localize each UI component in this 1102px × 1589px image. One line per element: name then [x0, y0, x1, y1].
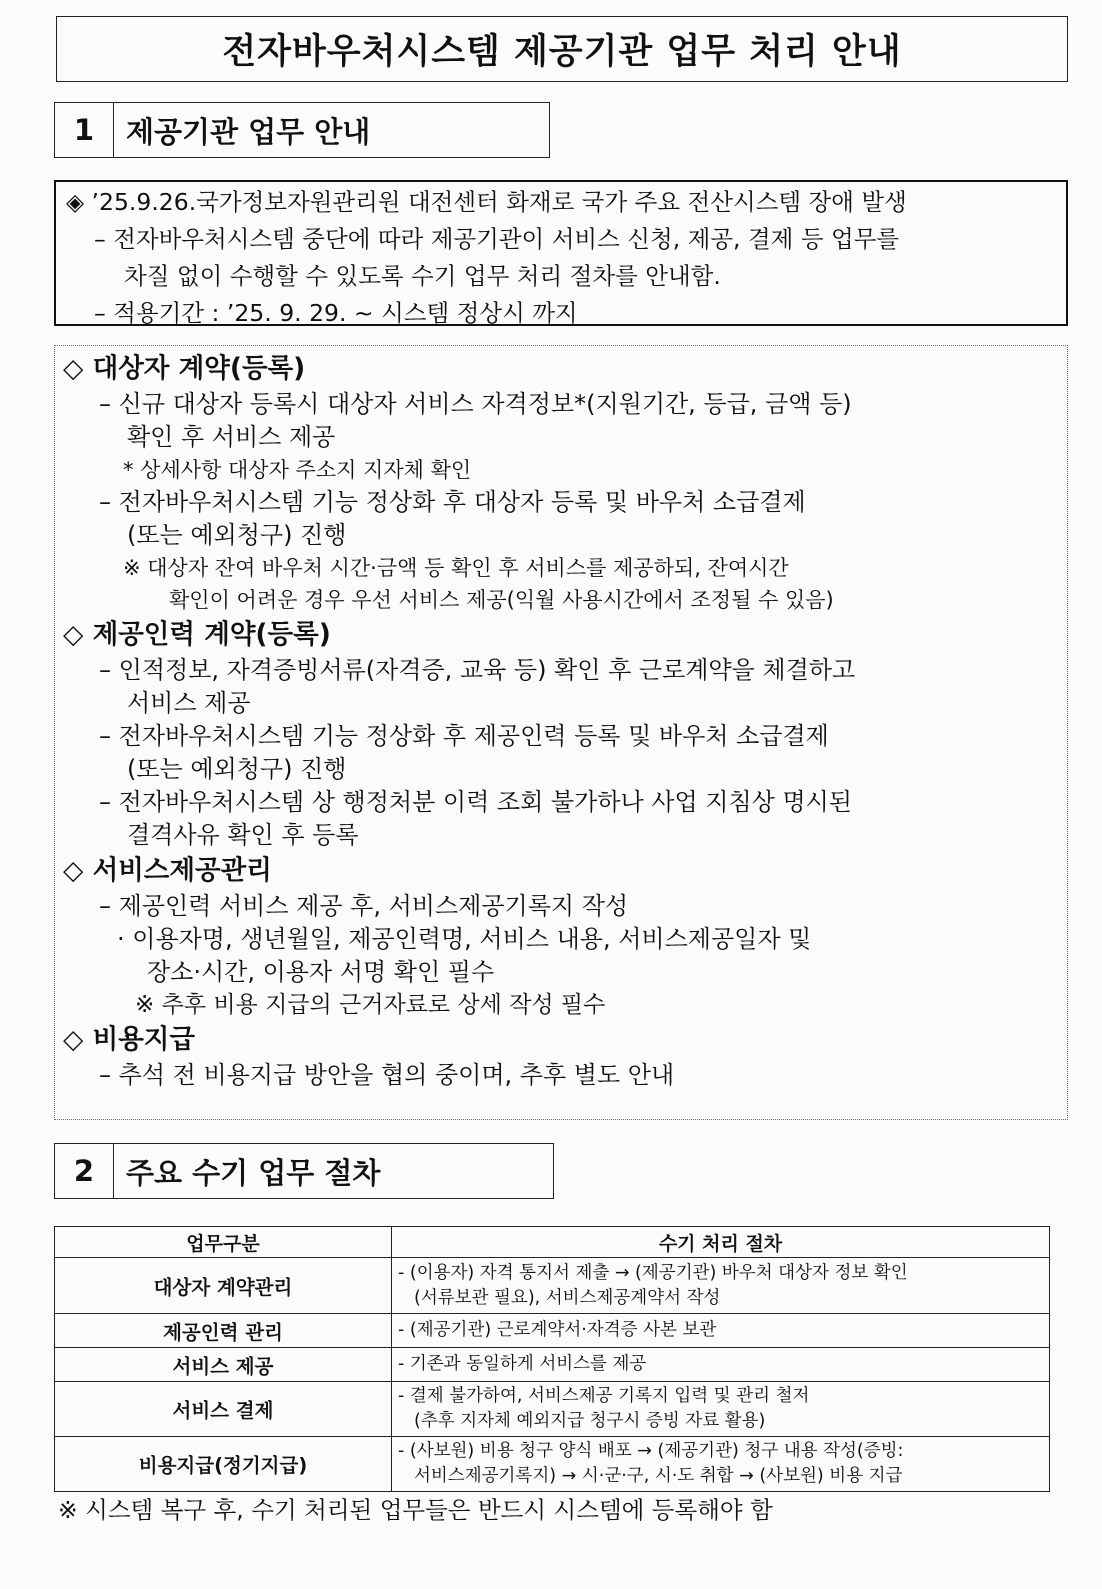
- guide-box: [54, 345, 1068, 1120]
- section-2-title: 주요 수기 업무 절차: [126, 1155, 381, 1190]
- procedure-line: - 결제 불가하여, 서비스제공 기록지 입력 및 관리 철저: [398, 1386, 810, 1406]
- section-2-number: 2: [55, 1144, 114, 1198]
- guide-bullet: – 전자바우처시스템 기능 정상화 후 제공인력 등록 및 바우처 소급결제: [99, 722, 829, 750]
- table-row: [55, 1348, 1050, 1382]
- guide-heading-payment: ◇ 비용지급: [63, 1024, 196, 1055]
- table-cell-category: 비용지급(정기지급): [55, 1437, 392, 1492]
- table-header-category: 업무구분: [55, 1227, 392, 1258]
- guide-bullet-cont: 확인 후 서비스 제공: [127, 423, 336, 451]
- table-row: [55, 1382, 1050, 1437]
- section-2-header: [54, 1143, 554, 1199]
- table-cell-category: 대상자 계약관리: [55, 1258, 392, 1314]
- procedure-line: - (이용자) 자격 통지서 제출 → (제공기관) 바우처 대상자 정보 확인: [398, 1262, 908, 1283]
- table-header-row: [55, 1227, 1050, 1258]
- guide-bullet: – 제공인력 서비스 제공 후, 서비스제공기록지 작성: [99, 892, 629, 920]
- table-cell-procedure: [392, 1437, 1050, 1492]
- table-cell-procedure: [392, 1382, 1050, 1437]
- notice-box: [54, 180, 1068, 326]
- guide-bullet: – 전자바우처시스템 기능 정상화 후 대상자 등록 및 바우처 소급결제: [99, 488, 806, 516]
- table-row: [55, 1258, 1050, 1314]
- section-1-number: 1: [55, 103, 114, 157]
- procedure-table: [54, 1226, 1050, 1492]
- procedure-line: - (제공기관) 근로계약서·자격증 사본 보관: [398, 1320, 717, 1340]
- table-cell-procedure: [392, 1348, 1050, 1382]
- section-1-header: [54, 102, 550, 158]
- guide-bullet-cont: (또는 예외청구) 진행: [127, 755, 347, 783]
- guide-bullet: – 전자바우처시스템 상 행정처분 이력 조회 불가하나 사업 지침상 명시된: [99, 788, 852, 816]
- guide-sub-bullet: · 이용자명, 생년월일, 제공인력명, 서비스 내용, 서비스제공일자 및: [117, 925, 812, 953]
- procedure-line: - (사보원) 비용 청구 양식 배포 → (제공기관) 청구 내용 작성(증빙:: [398, 1441, 904, 1461]
- guide-note: ※ 추후 비용 지급의 근거자료로 상세 작성 필수: [135, 992, 606, 1018]
- guide-bullet: – 인적정보, 자격증빙서류(자격증, 교육 등) 확인 후 근로계약을 체결하고: [99, 656, 856, 684]
- guide-bullet-cont: 서비스 제공: [127, 689, 251, 717]
- guide-bullet-cont: 결격사유 확인 후 등록: [127, 821, 359, 849]
- guide-bullet: – 추석 전 비용지급 방안을 협의 중이며, 추후 별도 안내: [99, 1061, 675, 1089]
- notice-line: – 전자바우처시스템 중단에 따라 제공기관이 서비스 신청, 제공, 결제 등 업무를: [94, 225, 900, 253]
- section-1-title: 제공기관 업무 안내: [126, 114, 371, 149]
- page-title: 전자바우처시스템 제공기관 업무 처리 안내: [56, 16, 1068, 82]
- procedure-line: (추후 지자체 예외지급 청구시 증빙 자료 활용): [414, 1411, 766, 1431]
- table-cell-category: 서비스 제공: [55, 1348, 392, 1382]
- notice-line: – 적용기간 : ’25. 9. 29. ~ 시스템 정상시 까지: [94, 299, 578, 327]
- table-cell-procedure: [392, 1258, 1050, 1314]
- procedure-line: - 기존과 동일하게 서비스를 제공: [398, 1354, 647, 1374]
- table-header-procedure: 수기 처리 절차: [392, 1227, 1050, 1258]
- guide-sub-bullet-cont: 장소·시간, 이용자 서명 확인 필수: [147, 958, 495, 986]
- table-cell-procedure: [392, 1314, 1050, 1348]
- guide-note-cont: 확인이 어려운 경우 우선 서비스 제공(익월 사용시간에서 조정될 수 있음): [169, 588, 834, 612]
- table-cell-category: 제공인력 관리: [55, 1314, 392, 1348]
- table-row: [55, 1437, 1050, 1492]
- notice-line: 차질 없이 수행할 수 있도록 수기 업무 처리 절차를 안내함.: [124, 262, 721, 290]
- guide-heading-service-management: ◇ 서비스제공관리: [63, 855, 272, 886]
- guide-note: * 상세사항 대상자 주소지 지자체 확인: [123, 458, 472, 482]
- guide-bullet: – 신규 대상자 등록시 대상자 서비스 자격정보*(지원기간, 등급, 금액 등): [99, 390, 852, 418]
- procedure-line: (서류보관 필요), 서비스제공계약서 작성: [414, 1287, 721, 1308]
- notice-line: ◈ ’25.9.26.국가정보자원관리원 대전센터 화재로 국가 주요 전산시스템 장애 발생: [66, 188, 907, 216]
- guide-heading-subject-contract: ◇ 대상자 계약(등록): [63, 353, 306, 384]
- guide-bullet-cont: (또는 예외청구) 진행: [127, 521, 347, 549]
- table-cell-category: 서비스 결제: [55, 1382, 392, 1437]
- procedure-line: 서비스제공기록지) → 시·군·구, 시·도 취합 → (사보원) 비용 지급: [414, 1466, 903, 1486]
- table-row: [55, 1314, 1050, 1348]
- footnote: ※ 시스템 복구 후, 수기 처리된 업무들은 반드시 시스템에 등록해야 함: [58, 1496, 773, 1524]
- guide-note: ※ 대상자 잔여 바우처 시간·금액 등 확인 후 서비스를 제공하되, 잔여시간: [123, 556, 789, 580]
- guide-heading-staff-contract: ◇ 제공인력 계약(등록): [63, 619, 331, 650]
